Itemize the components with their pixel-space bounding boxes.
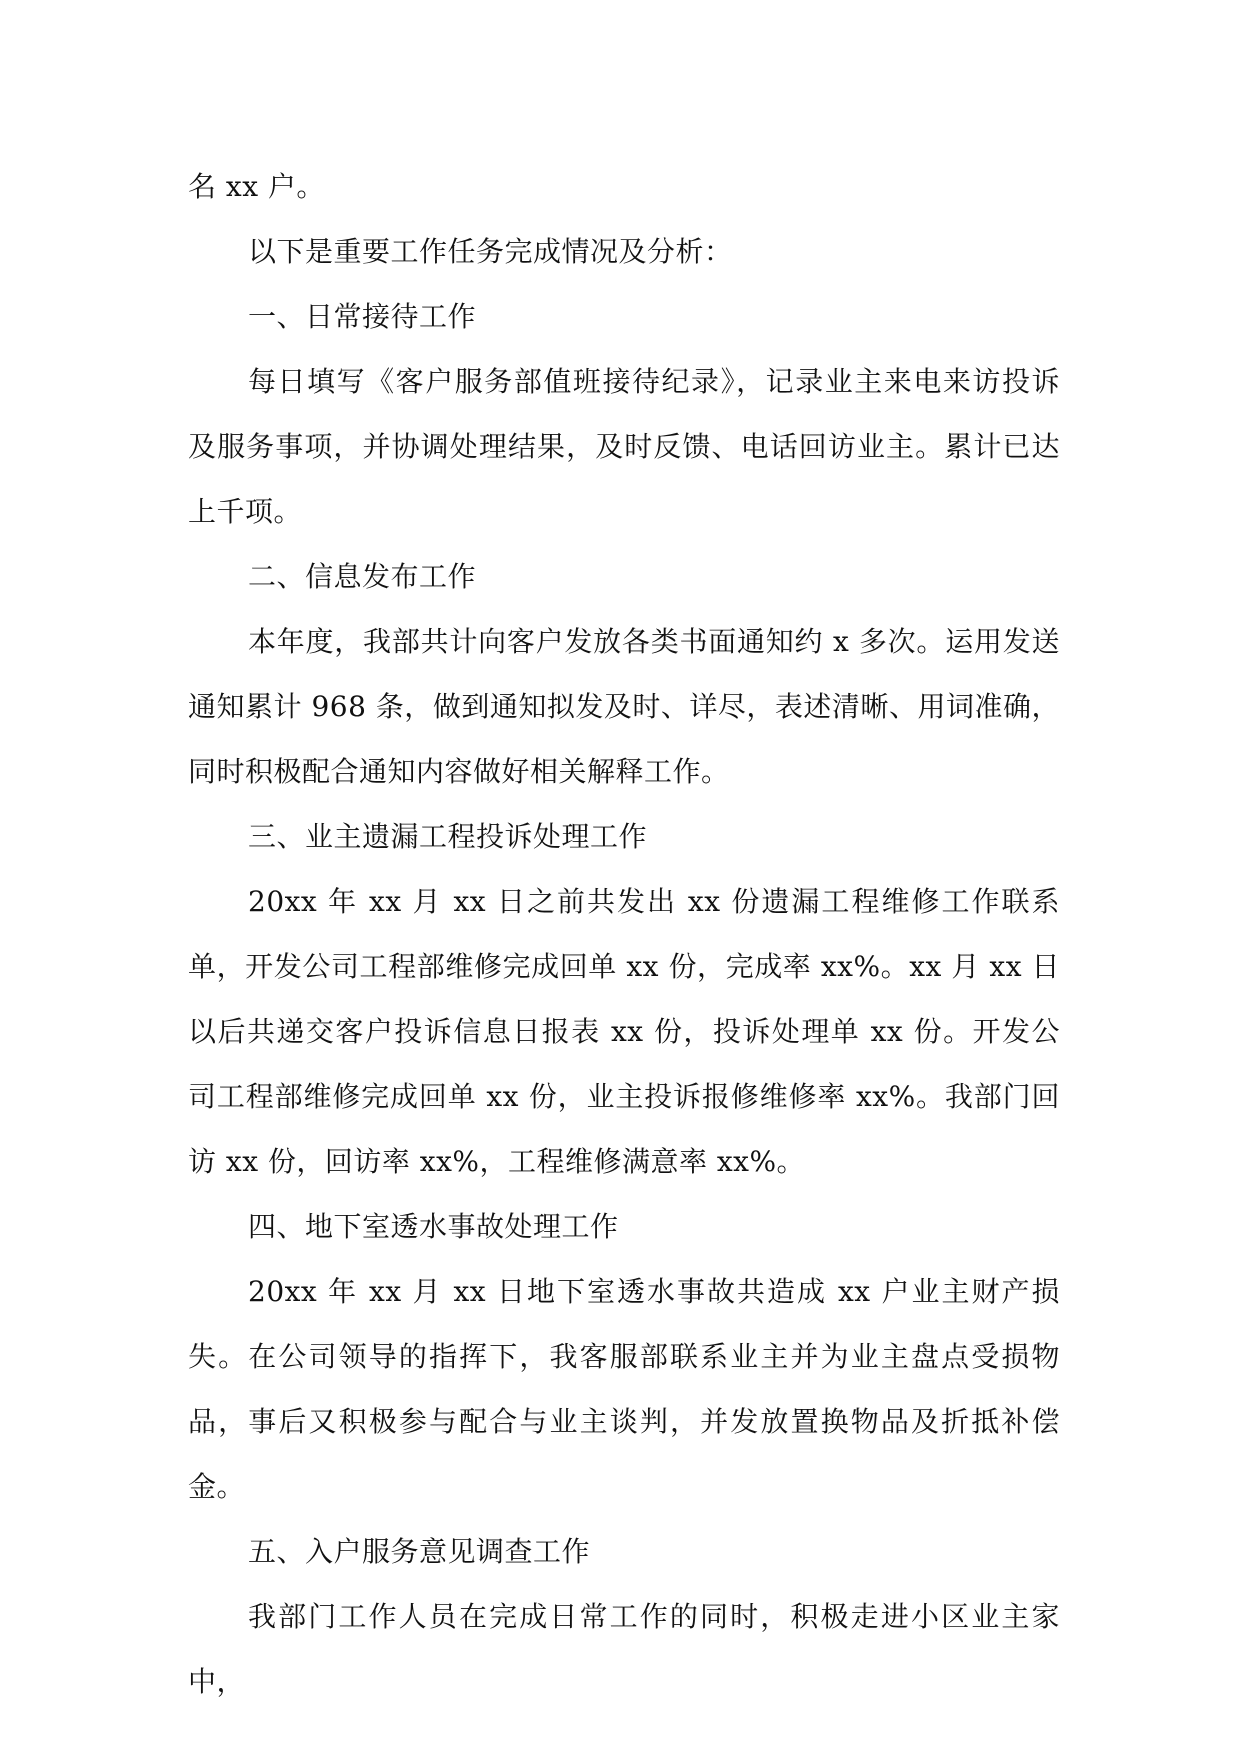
paragraph-section-5: 我部门工作人员在完成日常工作的同时，积极走进小区业主家中， [188, 1600, 1060, 1698]
section-heading-3: 三、业主遗漏工程投诉处理工作 [248, 820, 648, 853]
paragraph-section-4: 20xx 年 xx 月 xx 日地下室透水事故共造成 xx 户业主财产损失。在公司领导的指挥下，我客服部联系业主并为业主盘点受损物品，事后又积极参与配合与业主谈判，并发放置换物品及折抵补偿金。 [188, 1275, 1060, 1503]
paragraph-intro: 以下是重要工作任务完成情况及分析： [248, 235, 733, 268]
paragraph-section-1: 每日填写《客户服务部值班接待纪录》，记录业主来电来访投诉及服务事项，并协调处理结果，及时反馈、电话回访业主。累计已达上千项。 [188, 365, 1060, 528]
document-body [188, 154, 1060, 1714]
paragraph-section-2: 本年度，我部共计向客户发放各类书面通知约 x 多次。运用发送通知累计 968 条，做到通知拟发及时、详尽，表述清晰、用词准确，同时积极配合通知内容做好相关解释工作。 [188, 625, 1060, 788]
section-heading-2: 二、信息发布工作 [248, 560, 477, 593]
paragraph-continuation: 名 xx 户。 [188, 170, 325, 203]
paragraph-section-3: 20xx 年 xx 月 xx 日之前共发出 xx 份遗漏工程维修工作联系单，开发公司工程部维修完成回单 xx 份，完成率 xx%。xx 月 xx 日以后共递交客户投诉信息日报表 xx 份，投诉处理单 xx 份。开发公司工程部维修完成回单 xx 份，业主投诉报修维修率 xx%。我部门回访 xx 份，回访率 xx%，工程维修满意率 xx%。 [188, 885, 1060, 1178]
section-heading-4: 四、地下室透水事故处理工作 [248, 1210, 619, 1243]
section-heading-1: 一、日常接待工作 [248, 300, 477, 333]
section-heading-5: 五、入户服务意见调查工作 [248, 1535, 591, 1568]
